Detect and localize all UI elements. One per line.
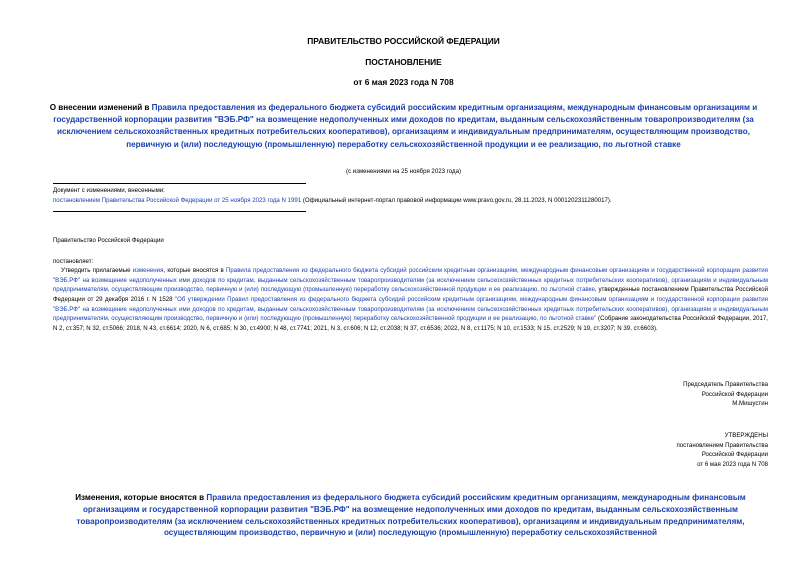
divider-top [53, 183, 306, 184]
amendments-source: (Официальный интернет-портал правовой информации www.pravo.gov.ru, 28.11.2023, N 0001202311280017). [301, 197, 612, 204]
approval-block [500, 431, 768, 469]
approval-stamp: УТВЕРЖДЕНЫ [724, 432, 768, 439]
changes-link[interactable]: изменения [132, 267, 164, 274]
decree-body [53, 266, 768, 334]
approval-by: постановлением Правительства [676, 441, 768, 449]
amendments-line [53, 196, 768, 206]
decree-word: постановляет: [53, 258, 94, 265]
amending-decree-link[interactable]: постановлением Правительства Российской Федерации от 25 ноября 2023 года N 1991 [53, 197, 302, 204]
divider-bottom [53, 211, 306, 212]
subject-prefix: О внесении изменений в [49, 103, 152, 112]
changes-title-prefix: Изменения, которые вносятся в [75, 493, 207, 502]
government-title: ПРАВИТЕЛЬСТВО РОССИЙСКОЙ ФЕДЕРАЦИИ [307, 36, 500, 46]
changes-title-rules-link[interactable]: Правила предоставления из федерального бюджета субсидий российским кредитным организациям, международным финансовым организациям и государственной корпорации развития "ВЭБ.РФ" на возмещение недополученных ими доходов по кредитам, выданным сельскохозяйственным товаропроизводителям (за исключением сельскохозяйственных кредитных потребительских кооперативов), организациям и индивидуальным предпринимателям, осуществляющим производство, первичную и (или) последующую (промышленную) переработку сельскохозяйственной [76, 493, 746, 538]
amendments-heading: Документ с изменениями, внесенными: [53, 187, 165, 194]
signature-country: Российской Федерации [701, 390, 768, 398]
document-date-number: от 6 мая 2023 года N 708 [353, 77, 454, 87]
signature-position: Председатель Правительства [683, 381, 768, 388]
issuer: Правительство Российской Федерации [53, 237, 164, 244]
signature-name: М.Мишустин [732, 400, 768, 408]
subject-rules-link[interactable]: Правила предоставления из федерального бюджета субсидий российским кредитным организациям, международным финансовым организациям и государственной корпорации развития "ВЭБ.РФ" на возмещение недополученных ими доходов по кредитам, выданным сельскохозяйственным товаропроизводителям (за исключением сельскохозяйственных кредитных потребительских кооперативов), организациям и индивидуальным предпринимателям, осуществляющим производство, первичную и (или) последующую (промышленную) переработку сельскохозяйственной продукции и ее реализацию, по льготной ставке [53, 103, 758, 149]
approval-date: от 6 мая 2023 года N 708 [697, 460, 768, 468]
approval-country: Российской Федерации [701, 451, 768, 459]
signature-block [500, 380, 768, 409]
revision-note: (с изменениями на 25 ноября 2023 года) [346, 168, 461, 175]
body-text-2: , которые вносятся в [163, 267, 227, 274]
document-subject [40, 102, 767, 151]
body-text-4: (Собрание законодательства Российской Федерации, 2017, N 2, ст.357; N 32, ст.5066; 2018, N 43, ст.6614; 2020, N 6, ст.685; N 30, ст.4900; N 48, ст.7741; 2021, N 3, ст.606; N 12, ст.2038; N 37, ст.6536; 2022, N 8, ст.1175; N 10, ст.1533; N 15, ст.2529; N 19, ст.3207; N 39, ст.6603). [53, 315, 768, 332]
body-text-3: , утвержденные постановлением Правительства Российской Федерации от 29 декабря 2016 г. N 1528 [53, 286, 768, 303]
document-type: ПОСТАНОВЛЕНИЕ [365, 57, 442, 67]
decree-1528-link[interactable]: "Об утверждении Правил предоставления из федерального бюджета субсидий российским кредитным организациям, международным финансовым организациям и государственной корпорации развития "ВЭБ.РФ" на возмещение недополученных ими доходов по кредитам, выданным сельскохозяйственным товаропроизводителям (за исключением сельскохозяйственных кредитных потребительских кооперативов), организациям и индивидуальным предпринимателям, осуществляющим производство, первичную и (или) последующую (промышленную) переработку сельскохозяйственной продукции и ее реализацию, по льготной ставке" [53, 295, 768, 323]
changes-title [53, 492, 768, 539]
rules-link[interactable]: Правила предоставления из федерального бюджета субсидий российским кредитным организациям, международным финансовым организациям и государственной корпорации развития "ВЭБ.РФ" на возмещение недополученных ими доходов по кредитам, выданным сельскохозяйственным товаропроизводителям (за исключением сельскохозяйственных кредитных потребительских кооперативов), организациям и индивидуальным предпринимателям, осуществляющим производство, первичную и (или) последующую (промышленную) переработку сельскохозяйственной продукции и ее реализацию, по льготной ставке [53, 267, 768, 294]
body-text-1: Утвердить прилагаемые [61, 267, 133, 274]
